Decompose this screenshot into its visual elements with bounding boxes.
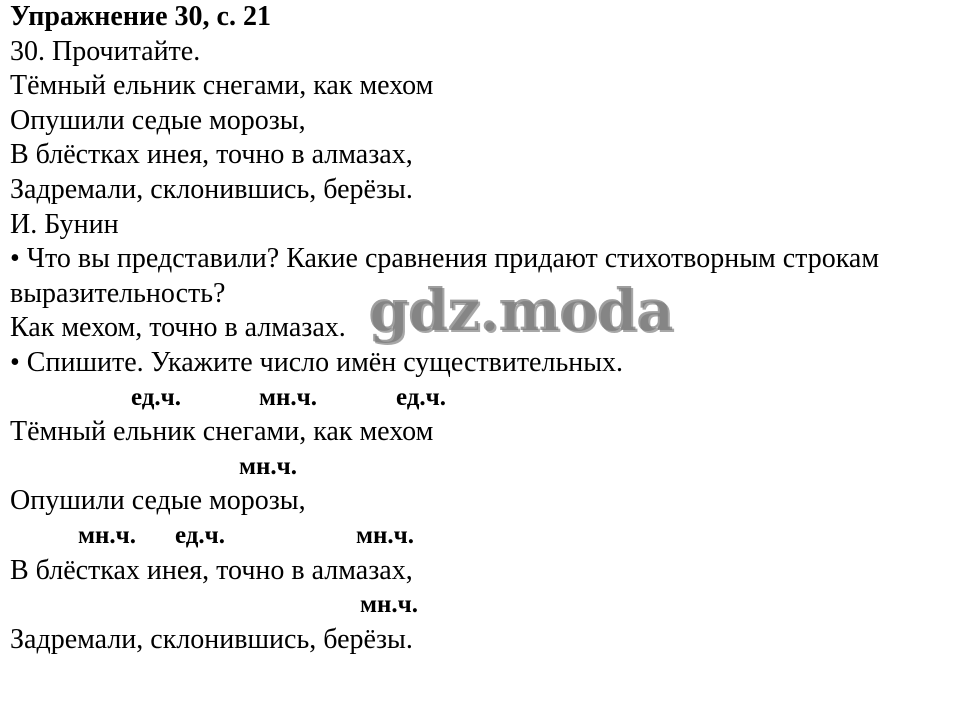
annotated-line-2: Опушили седые морозы,	[10, 485, 306, 517]
number-label: мн.ч.	[356, 521, 415, 549]
annotation-row-2	[10, 450, 965, 485]
number-label: ед.ч.	[131, 383, 182, 411]
annotated-line-4: Задремали, склонившись, берёзы.	[10, 623, 413, 655]
number-label: ед.ч.	[396, 383, 447, 411]
exercise-title: Упражнение 30, с. 21	[10, 1, 271, 32]
annotation-row-3	[10, 519, 965, 554]
annotated-line-3: В блёстках инея, точно в алмазах,	[10, 554, 413, 586]
number-label: мн.ч.	[78, 521, 137, 549]
number-label: мн.ч.	[259, 383, 318, 411]
poem-line-1: Тёмный ельник снегами, как мехом	[10, 70, 434, 102]
annotation-row-4	[10, 588, 965, 623]
question-line-1: • Что вы представили? Какие сравнения придают стихотворным строкам	[10, 243, 880, 275]
poem-author: И. Бунин	[10, 208, 119, 240]
poem-line-2: Опушили седые морозы,	[10, 104, 306, 136]
annotated-line-1: Тёмный ельник снегами, как мехом	[10, 416, 434, 448]
annotation-row-1	[10, 381, 965, 416]
poem-line-3: В блёстках инея, точно в алмазах,	[10, 139, 413, 171]
number-label: мн.ч.	[360, 591, 419, 619]
document-page	[10, 0, 965, 657]
question-answer: Как мехом, точно в алмазах.	[10, 312, 346, 344]
question-line-2: выразительность?	[10, 277, 226, 309]
task-instruction: 30. Прочитайте.	[10, 35, 201, 67]
number-label: мн.ч.	[239, 452, 298, 480]
watermark-logo: gdz.moda	[368, 276, 673, 344]
number-label: ед.ч.	[175, 521, 226, 549]
task2-instruction: • Спишите. Укажите число имён существительных.	[10, 346, 624, 378]
poem-line-4: Задремали, склонившись, берёзы.	[10, 173, 413, 205]
